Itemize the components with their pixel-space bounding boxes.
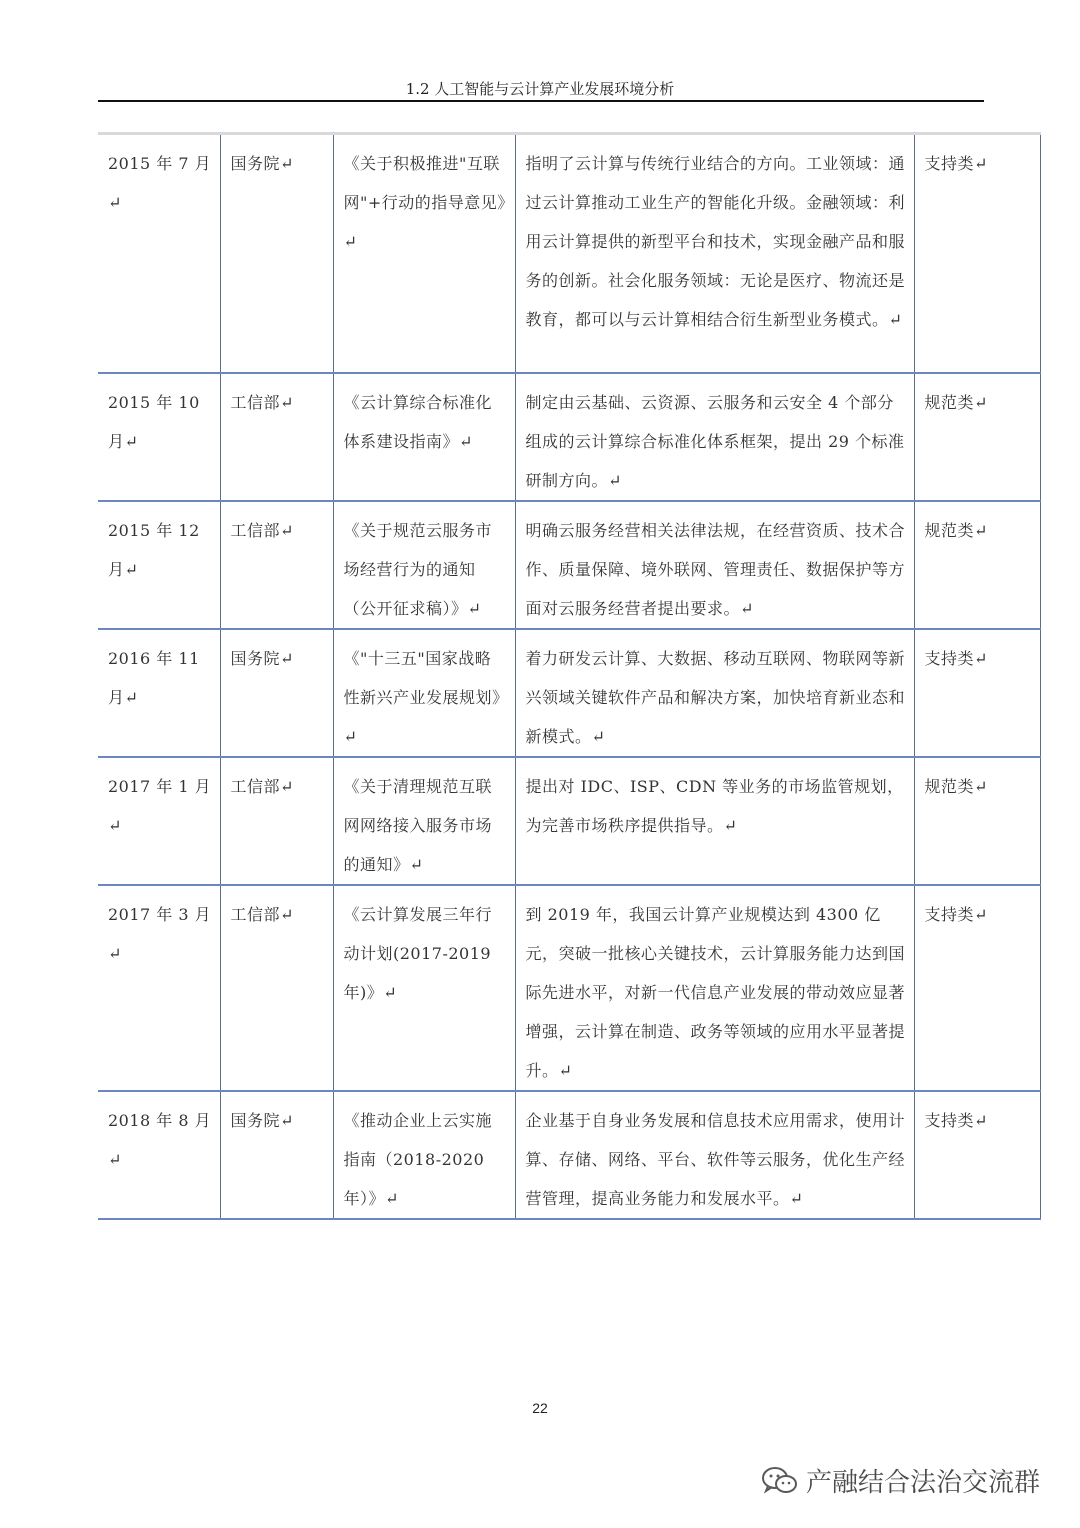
document-cell: 《云计算综合标准化体系建设指南》↵ xyxy=(333,373,515,501)
type-cell: 支持类↵ xyxy=(914,629,1040,757)
type-cell: 支持类↵ xyxy=(914,134,1040,373)
description-cell: 制定由云基础、云资源、云服务和云安全 4 个部分组成的云计算综合标准化体系框架，提出 29 个标准研制方向。↵ xyxy=(515,373,914,501)
org-cell: 国务院↵ xyxy=(220,134,333,373)
description-cell: 企业基于自身业务发展和信息技术应用需求，使用计算、存储、网络、平台、软件等云服务，优化生产经营管理，提高业务能力和发展水平。↵ xyxy=(515,1091,914,1219)
table-row xyxy=(98,629,1040,757)
date-cell: 2016 年 11 月↵ xyxy=(98,629,220,757)
type-cell: 规范类↵ xyxy=(914,501,1040,629)
document-cell: 《云计算发展三年行动计划(2017-2019 年)》↵ xyxy=(333,885,515,1091)
table-row xyxy=(98,134,1040,373)
document-cell: 《关于规范云服务市场经营行为的通知（公开征求稿）》↵ xyxy=(333,501,515,629)
watermark-text: 产融结合法治交流群 xyxy=(806,1468,1041,1498)
table-row xyxy=(98,501,1040,629)
org-cell: 工信部↵ xyxy=(220,373,333,501)
org-cell: 国务院↵ xyxy=(220,1091,333,1219)
header-rule xyxy=(98,100,984,102)
document-cell: 《"十三五"国家战略性新兴产业发展规划》↵ xyxy=(333,629,515,757)
description-cell: 着力研发云计算、大数据、移动互联网、物联网等新兴领域关键软件产品和解决方案，加快培育新业态和新模式。↵ xyxy=(515,629,914,757)
date-cell: 2015 年 12 月↵ xyxy=(98,501,220,629)
table-row xyxy=(98,757,1040,885)
page-number: 22 xyxy=(532,1400,548,1416)
page-header-title: 1.2 人工智能与云计算产业发展环境分析 xyxy=(405,80,675,98)
date-cell: 2017 年 3 月↵ xyxy=(98,885,220,1091)
date-cell: 2017 年 1 月↵ xyxy=(98,757,220,885)
wechat-icon xyxy=(760,1465,800,1497)
date-cell: 2015 年 7 月↵ xyxy=(98,134,220,373)
type-cell: 规范类↵ xyxy=(914,373,1040,501)
policy-table-container xyxy=(98,132,1040,1220)
org-cell: 国务院↵ xyxy=(220,629,333,757)
description-cell: 提出对 IDC、ISP、CDN 等业务的市场监管规划，为完善市场秩序提供指导。↵ xyxy=(515,757,914,885)
type-cell: 规范类↵ xyxy=(914,757,1040,885)
org-cell: 工信部↵ xyxy=(220,757,333,885)
document-cell: 《关于积极推进"互联网"+行动的指导意见》↵ xyxy=(333,134,515,373)
description-cell: 到 2019 年，我国云计算产业规模达到 4300 亿元，突破一批核心关键技术，云计算服务能力达到国际先进水平，对新一代信息产业发展的带动效应显著增强，云计算在制造、政务等领域的应用水平显著提升。↵ xyxy=(515,885,914,1091)
type-cell: 支持类↵ xyxy=(914,1091,1040,1219)
document-cell: 《关于清理规范互联网网络接入服务市场的通知》↵ xyxy=(333,757,515,885)
org-cell: 工信部↵ xyxy=(220,885,333,1091)
description-cell: 指明了云计算与传统行业结合的方向。工业领域：通过云计算推动工业生产的智能化升级。金融领域：利用云计算提供的新型平台和技术，实现金融产品和服务的创新。社会化服务领域：无论是医疗、物流还是教育，都可以与云计算相结合衍生新型业务模式。↵ xyxy=(515,134,914,373)
org-cell: 工信部↵ xyxy=(220,501,333,629)
document-cell: 《推动企业上云实施指南（2018-2020 年）》↵ xyxy=(333,1091,515,1219)
source-watermark xyxy=(760,1462,1040,1499)
type-cell: 支持类↵ xyxy=(914,885,1040,1091)
table-row xyxy=(98,373,1040,501)
table-row xyxy=(98,885,1040,1091)
policy-table xyxy=(98,132,1041,1220)
table-row xyxy=(98,1091,1040,1219)
date-cell: 2018 年 8 月↵ xyxy=(98,1091,220,1219)
description-cell: 明确云服务经营相关法律法规，在经营资质、技术合作、质量保障、境外联网、管理责任、数据保护等方面对云服务经营者提出要求。↵ xyxy=(515,501,914,629)
date-cell: 2015 年 10 月↵ xyxy=(98,373,220,501)
